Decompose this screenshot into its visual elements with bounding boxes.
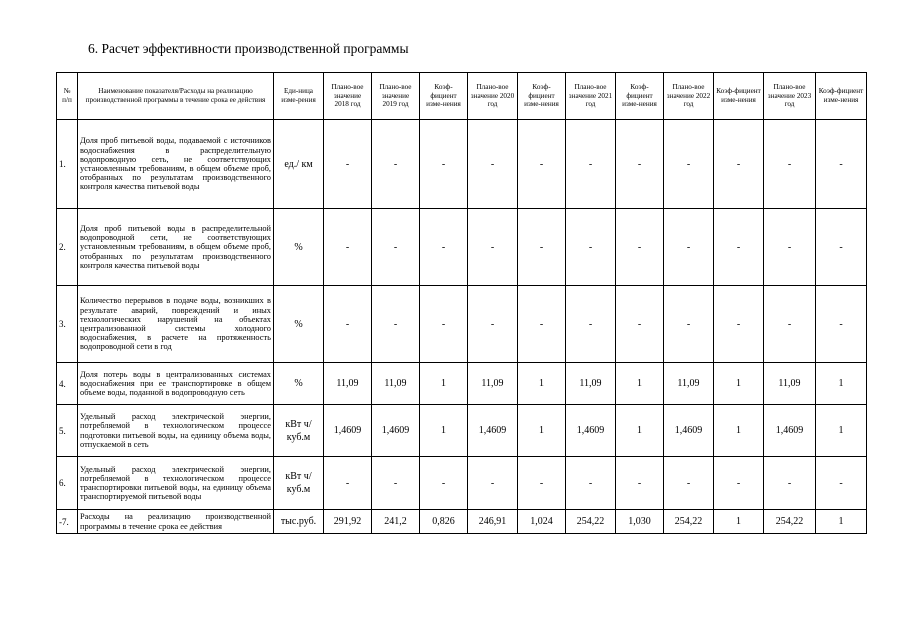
col-header-plan-2018: Плано-вое значение 2018 год [324, 73, 372, 120]
col-header-coef-2021: Коэф-фициент изме-нения [616, 73, 664, 120]
value-coef-2023: 1 [816, 363, 867, 405]
value-coef-2020: 1 [518, 405, 566, 457]
row-number: 5. [57, 405, 78, 457]
col-header-coef-2020: Коэф-фициент изме-нения [518, 73, 566, 120]
value-plan-2022: - [664, 209, 714, 286]
unit-cell: кВт ч/куб.м [274, 405, 324, 457]
table-row [57, 120, 867, 209]
col-header-plan-2019: Плано-вое значение 2019 год [372, 73, 420, 120]
value-coef-2023: - [816, 209, 867, 286]
row-number: 4. [57, 363, 78, 405]
value-plan-2023: 1,4609 [764, 405, 816, 457]
value-coef-2020: 1 [518, 363, 566, 405]
value-plan-2023: - [764, 120, 816, 209]
value-coef-2020: - [518, 120, 566, 209]
value-coef-2019: 1 [420, 405, 468, 457]
value-plan-2022: - [664, 120, 714, 209]
col-header-unit: Еди-ница изме-рения [274, 73, 324, 120]
value-coef-2020: 1,024 [518, 510, 566, 534]
value-plan-2019: - [372, 209, 420, 286]
value-plan-2020: - [468, 120, 518, 209]
value-coef-2021: - [616, 120, 664, 209]
value-plan-2021: 254,22 [566, 510, 616, 534]
value-plan-2019: - [372, 457, 420, 510]
value-plan-2018: - [324, 209, 372, 286]
indicator-name: Количество перерывов в подаче воды, возникших в результате аварий, повреждений и иных технологических нарушений на объектах централизованной системы холодного водоснабжения, в расчете на протяженность водопроводной сети в год [78, 286, 274, 363]
col-header-name: Наименование показателя/Расходы на реализацию производственной программы в течение срока ее действия [78, 73, 274, 120]
value-coef-2023: - [816, 120, 867, 209]
value-coef-2020: - [518, 286, 566, 363]
row-number: 1. [57, 120, 78, 209]
row-number: 6. [57, 457, 78, 510]
col-header-number: № п/п [57, 73, 78, 120]
value-plan-2022: 254,22 [664, 510, 714, 534]
indicator-name: Доля проб питьевой воды, подаваемой с источников водоснабжения в распределительную водопроводную сеть, не соответствующих установленным требованиям, в общем объеме проб, отобранных по результатам производственного контроля качества питьевой воды [78, 120, 274, 209]
value-coef-2022: - [714, 286, 764, 363]
indicator-name: Доля потерь воды в централизованных системах водоснабжения при ее транспортировке в общем объеме воды, поданной в водопроводную сеть [78, 363, 274, 405]
col-header-plan-2020: Плано-вое значение 2020 год [468, 73, 518, 120]
value-plan-2021: - [566, 286, 616, 363]
value-coef-2022: - [714, 209, 764, 286]
indicator-name: Удельный расход электрической энергии, потребляемой в технологическом процессе подготовки питьевой воды, на единицу объема воды, отпускаемой в сеть [78, 405, 274, 457]
value-plan-2021: - [566, 457, 616, 510]
value-coef-2023: 1 [816, 510, 867, 534]
indicator-name: Расходы на реализацию производственной программы в течение срока ее действия [78, 510, 274, 534]
value-plan-2020: 246,91 [468, 510, 518, 534]
col-header-plan-2023: Плано-вое значение 2023 год [764, 73, 816, 120]
table-row [57, 405, 867, 457]
value-plan-2020: - [468, 209, 518, 286]
value-coef-2019: - [420, 120, 468, 209]
col-header-plan-2021: Плано-вое значение 2021 год [566, 73, 616, 120]
value-coef-2022: 1 [714, 510, 764, 534]
table-row [57, 457, 867, 510]
col-header-coef-2019: Коэф-фициент изме-нения [420, 73, 468, 120]
indicator-name: Удельный расход электрической энергии, потребляемой в технологическом процессе транспортировки питьевой воды, на единицу объема транспортируемой питьевой воды [78, 457, 274, 510]
value-plan-2023: 11,09 [764, 363, 816, 405]
value-coef-2021: - [616, 286, 664, 363]
value-plan-2019: - [372, 120, 420, 209]
value-plan-2023: - [764, 286, 816, 363]
row-number: 3. [57, 286, 78, 363]
row-number: -7. [57, 510, 78, 534]
value-plan-2020: - [468, 457, 518, 510]
unit-cell: ед./ км [274, 120, 324, 209]
value-plan-2021: 1,4609 [566, 405, 616, 457]
value-coef-2022: 1 [714, 405, 764, 457]
unit-cell: кВт ч/куб.м [274, 457, 324, 510]
value-coef-2021: 1 [616, 405, 664, 457]
value-coef-2019: - [420, 457, 468, 510]
value-plan-2020: - [468, 286, 518, 363]
value-coef-2021: - [616, 457, 664, 510]
value-coef-2019: 0,826 [420, 510, 468, 534]
col-header-coef-2023: Коэф-фициент изме-нения [816, 73, 867, 120]
value-plan-2019: 1,4609 [372, 405, 420, 457]
value-coef-2022: - [714, 457, 764, 510]
value-coef-2019: - [420, 286, 468, 363]
value-plan-2018: 11,09 [324, 363, 372, 405]
col-header-plan-2022: Плано-вое значение 2022 год [664, 73, 714, 120]
value-plan-2019: 11,09 [372, 363, 420, 405]
value-coef-2020: - [518, 209, 566, 286]
col-header-coef-2022: Коэф-фициент изме-нения [714, 73, 764, 120]
value-plan-2022: - [664, 286, 714, 363]
value-plan-2018: - [324, 457, 372, 510]
table-row [57, 363, 867, 405]
value-coef-2021: 1 [616, 363, 664, 405]
header-row [57, 73, 867, 120]
value-plan-2020: 11,09 [468, 363, 518, 405]
unit-cell: % [274, 363, 324, 405]
value-plan-2020: 1,4609 [468, 405, 518, 457]
section-heading: 6. Расчет эффективности производственной программы [88, 41, 409, 56]
value-plan-2023: - [764, 457, 816, 510]
value-plan-2021: - [566, 120, 616, 209]
unit-cell: тыс.руб. [274, 510, 324, 534]
unit-cell: % [274, 286, 324, 363]
value-plan-2022: 1,4609 [664, 405, 714, 457]
value-coef-2023: 1 [816, 405, 867, 457]
table-row [57, 209, 867, 286]
efficiency-table [56, 72, 867, 534]
table-row [57, 286, 867, 363]
table-row [57, 510, 867, 534]
value-coef-2022: 1 [714, 363, 764, 405]
value-coef-2021: 1,030 [616, 510, 664, 534]
value-plan-2022: 11,09 [664, 363, 714, 405]
value-plan-2019: - [372, 286, 420, 363]
value-plan-2022: - [664, 457, 714, 510]
value-plan-2018: - [324, 120, 372, 209]
value-plan-2023: 254,22 [764, 510, 816, 534]
indicator-name: Доля проб питьевой воды в распределительной водопроводной сети, не соответствующих установленным требованиям, в общем объеме проб, отобранных по результатам производственного контроля качества питьевой воды [78, 209, 274, 286]
value-coef-2019: 1 [420, 363, 468, 405]
unit-cell: % [274, 209, 324, 286]
value-coef-2023: - [816, 457, 867, 510]
value-plan-2018: - [324, 286, 372, 363]
value-plan-2021: - [566, 209, 616, 286]
value-coef-2019: - [420, 209, 468, 286]
value-coef-2022: - [714, 120, 764, 209]
row-number: 2. [57, 209, 78, 286]
value-coef-2021: - [616, 209, 664, 286]
value-plan-2021: 11,09 [566, 363, 616, 405]
value-plan-2018: 291,92 [324, 510, 372, 534]
value-plan-2023: - [764, 209, 816, 286]
value-plan-2018: 1,4609 [324, 405, 372, 457]
value-plan-2019: 241,2 [372, 510, 420, 534]
value-coef-2023: - [816, 286, 867, 363]
value-coef-2020: - [518, 457, 566, 510]
